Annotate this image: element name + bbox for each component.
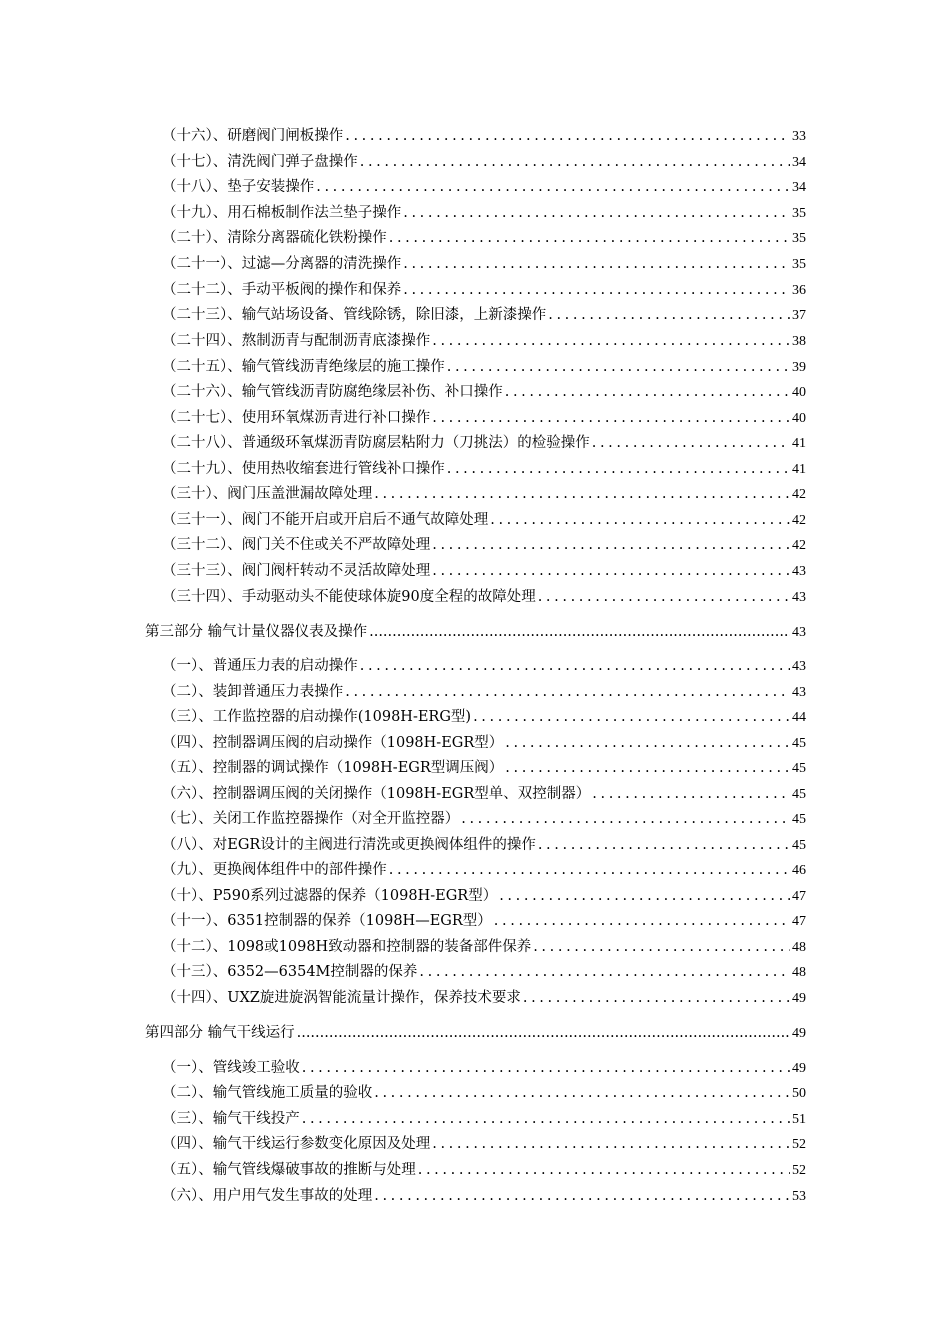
- toc-entry-title: （二十四）、熬制沥青与配制沥青底漆操作: [162, 333, 431, 349]
- dot-leader: [592, 784, 790, 804]
- dot-leader: [360, 656, 790, 676]
- dot-leader: [592, 433, 790, 453]
- toc-page-number: 42: [792, 538, 806, 553]
- toc-entry-title: （三）、工作监控器的启动操作(1098H-ERG型): [162, 709, 472, 725]
- toc-page-number: 49: [792, 991, 806, 1006]
- toc-entry[interactable]: [162, 280, 806, 301]
- toc-entry[interactable]: [162, 228, 806, 249]
- toc-entry[interactable]: [162, 937, 806, 958]
- dot-leader: [432, 1134, 790, 1154]
- toc-part-heading[interactable]: [145, 1023, 806, 1044]
- toc-entry[interactable]: [162, 254, 806, 275]
- dot-leader: [538, 587, 790, 607]
- dot-leader: [523, 988, 790, 1008]
- toc-page-number: 45: [792, 787, 806, 802]
- toc-page-number: 42: [792, 513, 806, 528]
- toc-entry-title: （十三）、6352—6354M控制器的保养: [162, 964, 418, 980]
- toc-page-number: 45: [792, 812, 806, 827]
- toc-page-number: 43: [792, 590, 806, 605]
- dot-leader: [374, 484, 790, 504]
- toc-page-number: 33: [792, 129, 806, 144]
- toc-entry[interactable]: [162, 126, 806, 147]
- toc-entry-title: （二十七）、使用环氧煤沥青进行补口操作: [162, 410, 431, 426]
- toc-page-number: 42: [792, 487, 806, 502]
- toc-entry-title: （三十）、阀门压盖泄漏故障处理: [162, 486, 373, 502]
- toc-entry-title: （三十四）、手动驱动头不能使球体旋90度全程的故障处理: [162, 589, 536, 605]
- toc-entry[interactable]: [162, 911, 806, 932]
- dot-leader: [403, 254, 790, 274]
- toc-entry-title: （十四）、UXZ旋进旋涡智能流量计操作，保养技术要求: [162, 990, 521, 1006]
- toc-entry-title: （三十一）、阀门不能开启或开启后不通气故障处理: [162, 512, 489, 528]
- dot-leader: [505, 382, 790, 402]
- toc-page-number: 35: [792, 257, 806, 272]
- toc-entry-title: （二十一）、过滤—分离器的清洗操作: [162, 256, 402, 272]
- toc-entry[interactable]: [162, 203, 806, 224]
- toc-entry[interactable]: [162, 152, 806, 173]
- toc-entry-title: 第三部分 输气计量仪器仪表及操作: [145, 624, 368, 640]
- dot-leader: [374, 1186, 790, 1206]
- toc-page-number: 45: [792, 736, 806, 751]
- dot-leader: [505, 758, 790, 778]
- toc-page-number: 53: [792, 1189, 806, 1204]
- toc-entry-title: （二）、输气管线施工质量的验收: [162, 1085, 373, 1101]
- toc-entry[interactable]: [162, 357, 806, 378]
- toc-page-number: 34: [792, 180, 806, 195]
- toc-page-number: 34: [792, 155, 806, 170]
- toc-entry[interactable]: [162, 1134, 806, 1155]
- dot-leader: [345, 126, 790, 146]
- toc-entry[interactable]: [162, 1109, 806, 1130]
- toc-page-number: 45: [792, 761, 806, 776]
- toc-page-number: 41: [792, 462, 806, 477]
- toc-page-number: 36: [792, 283, 806, 298]
- toc-entry[interactable]: [162, 733, 806, 754]
- dot-leader: [302, 1109, 790, 1129]
- toc-entry-title: （七）、关闭工作监控器操作（对全开监控器）: [162, 811, 460, 827]
- toc-page-number: 40: [792, 411, 806, 426]
- toc-entry-title: （一）、管线竣工验收: [162, 1060, 300, 1076]
- toc-entry-title: （六）、用户用气发生事故的处理: [162, 1188, 373, 1204]
- toc-page-number: 40: [792, 385, 806, 400]
- toc-page-number: 48: [792, 940, 806, 955]
- toc-entry-title: （三十二）、阀门关不住或关不严故障处理: [162, 537, 431, 553]
- toc-page-number: 47: [792, 889, 806, 904]
- toc-entry-title: （三十三）、阀门阀杆转动不灵活故障处理: [162, 563, 431, 579]
- toc-entry-title: （二十）、清除分离器硫化铁粉操作: [162, 230, 387, 246]
- toc-entry-title: （八）、对EGR设计的主阀进行清洗或更换阀体组件的操作: [162, 837, 536, 853]
- toc-entry[interactable]: [162, 809, 806, 830]
- toc-entry[interactable]: [162, 835, 806, 856]
- toc-entry[interactable]: [162, 305, 806, 326]
- dot-leader: [419, 962, 790, 982]
- toc-entry-title: （十）、P590系列过滤器的保养（1098H-EGR型）: [162, 888, 498, 904]
- toc-entry-title: （九）、更换阀体组件中的部件操作: [162, 862, 387, 878]
- dot-leader: [389, 228, 790, 248]
- dot-leader: [297, 1023, 790, 1043]
- toc-page-number: 41: [792, 436, 806, 451]
- toc-entry[interactable]: [162, 758, 806, 779]
- dot-leader: [538, 835, 790, 855]
- toc-entry-title: （十七）、清洗阀门弹子盘操作: [162, 154, 358, 170]
- toc-entry-title: （二十八）、普通级环氧煤沥青防腐层粘附力（刀挑法）的检验操作: [162, 435, 590, 451]
- toc-entry[interactable]: [162, 886, 806, 907]
- toc-page-number: 38: [792, 334, 806, 349]
- toc-entry[interactable]: [162, 535, 806, 556]
- toc-page-number: 45: [792, 838, 806, 853]
- toc-entry-title: （四）、控制器调压阀的启动操作（1098H-EGR型）: [162, 735, 504, 751]
- toc-entry-title: （二十二）、手动平板阀的操作和保养: [162, 282, 402, 298]
- toc-entry-title: （一）、普通压力表的启动操作: [162, 658, 358, 674]
- dot-leader: [505, 733, 790, 753]
- toc-page-number: 49: [792, 1061, 806, 1076]
- toc-entry-title: （五）、输气管线爆破事故的推断与处理: [162, 1162, 416, 1178]
- toc-entry-title: 第四部分 输气干线运行: [145, 1025, 295, 1041]
- toc-entry-title: （十八）、垫子安装操作: [162, 179, 315, 195]
- toc-entry[interactable]: [162, 682, 806, 703]
- dot-leader: [533, 937, 790, 957]
- dot-leader: [447, 459, 790, 479]
- dot-leader: [490, 510, 790, 530]
- toc-entry[interactable]: [162, 962, 806, 983]
- dot-leader: [432, 535, 790, 555]
- dot-leader: [360, 152, 790, 172]
- dot-leader: [499, 886, 790, 906]
- toc-entry[interactable]: [162, 177, 806, 198]
- toc-page-number: 43: [792, 625, 806, 640]
- toc-entry[interactable]: [162, 382, 806, 403]
- toc-entry-title: （五）、控制器的调试操作（1098H-EGR型调压阀）: [162, 760, 504, 776]
- toc-entry[interactable]: [162, 484, 806, 505]
- toc-entry[interactable]: [162, 561, 806, 582]
- toc-entry-title: （二十九）、使用热收缩套进行管线补口操作: [162, 461, 445, 477]
- toc-entry[interactable]: [162, 1160, 806, 1181]
- dot-leader: [432, 408, 790, 428]
- toc-entry-title: （十二）、1098或1098H致动器和控制器的装备部件保养: [162, 939, 532, 955]
- toc-page-number: 49: [792, 1026, 806, 1041]
- toc-part-heading[interactable]: [145, 622, 806, 643]
- toc-entry-title: （二十六）、输气管线沥青防腐绝缘层补伤、补口操作: [162, 384, 503, 400]
- dot-leader: [374, 1083, 790, 1103]
- dot-leader: [345, 682, 790, 702]
- dot-leader: [316, 177, 790, 197]
- dot-leader: [447, 357, 790, 377]
- toc-entry[interactable]: [162, 433, 806, 454]
- toc-entry-title: （二）、装卸普通压力表操作: [162, 684, 344, 700]
- toc-entry[interactable]: [162, 510, 806, 531]
- toc-page-number: 46: [792, 863, 806, 878]
- toc-entry[interactable]: [162, 988, 806, 1009]
- toc-page-number: 52: [792, 1137, 806, 1152]
- toc-entry[interactable]: [162, 1186, 806, 1207]
- toc-entry[interactable]: [162, 459, 806, 480]
- toc-entry-title: （十一）、6351控制器的保养（1098H—EGR型）: [162, 913, 492, 929]
- toc-entry[interactable]: [162, 860, 806, 881]
- toc-entry-title: （二十三）、输气站场设备、管线除锈，除旧漆，上新漆操作: [162, 307, 547, 323]
- toc-entry[interactable]: [162, 408, 806, 429]
- dot-leader: [403, 203, 790, 223]
- dot-leader: [302, 1058, 790, 1078]
- toc-page-number: 43: [792, 564, 806, 579]
- toc-entry-title: （三）、输气干线投产: [162, 1111, 300, 1127]
- dot-leader: [432, 561, 790, 581]
- dot-leader: [403, 280, 790, 300]
- toc-page-number: 43: [792, 685, 806, 700]
- toc-page-number: 35: [792, 206, 806, 221]
- toc-entry-title: （十六）、研磨阀门闸板操作: [162, 128, 344, 144]
- toc-page-number: 50: [792, 1086, 806, 1101]
- dot-leader: [418, 1160, 790, 1180]
- toc-entry-title: （四）、输气干线运行参数变化原因及处理: [162, 1136, 431, 1152]
- dot-leader: [432, 331, 790, 351]
- toc-entry-title: （十九）、用石棉板制作法兰垫子操作: [162, 205, 402, 221]
- toc-page-number: 52: [792, 1163, 806, 1178]
- dot-leader: [389, 860, 790, 880]
- toc-entry[interactable]: [162, 587, 806, 608]
- dot-leader: [473, 707, 790, 727]
- toc-page-number: 43: [792, 659, 806, 674]
- toc-page-number: 39: [792, 360, 806, 375]
- toc-page-number: 48: [792, 965, 806, 980]
- toc-entry[interactable]: [162, 331, 806, 352]
- toc-page-number: 37: [792, 308, 806, 323]
- dot-leader: [461, 809, 790, 829]
- toc-entry[interactable]: [162, 707, 806, 728]
- dot-leader: [494, 911, 790, 931]
- toc-entry-title: （六）、控制器调压阀的关闭操作（1098H-EGR型单、双控制器）: [162, 786, 591, 802]
- toc-entry-title: （二十五）、输气管线沥青绝缘层的施工操作: [162, 359, 445, 375]
- toc-page-number: 51: [792, 1112, 806, 1127]
- toc-entry[interactable]: [162, 1058, 806, 1079]
- dot-leader: [548, 305, 790, 325]
- toc-page-number: 44: [792, 710, 806, 725]
- toc-entry[interactable]: [162, 1083, 806, 1104]
- toc-page-number: 47: [792, 914, 806, 929]
- toc-entry[interactable]: [162, 656, 806, 677]
- dot-leader: [369, 622, 790, 642]
- toc-entry[interactable]: [162, 784, 806, 805]
- toc-page-number: 35: [792, 231, 806, 246]
